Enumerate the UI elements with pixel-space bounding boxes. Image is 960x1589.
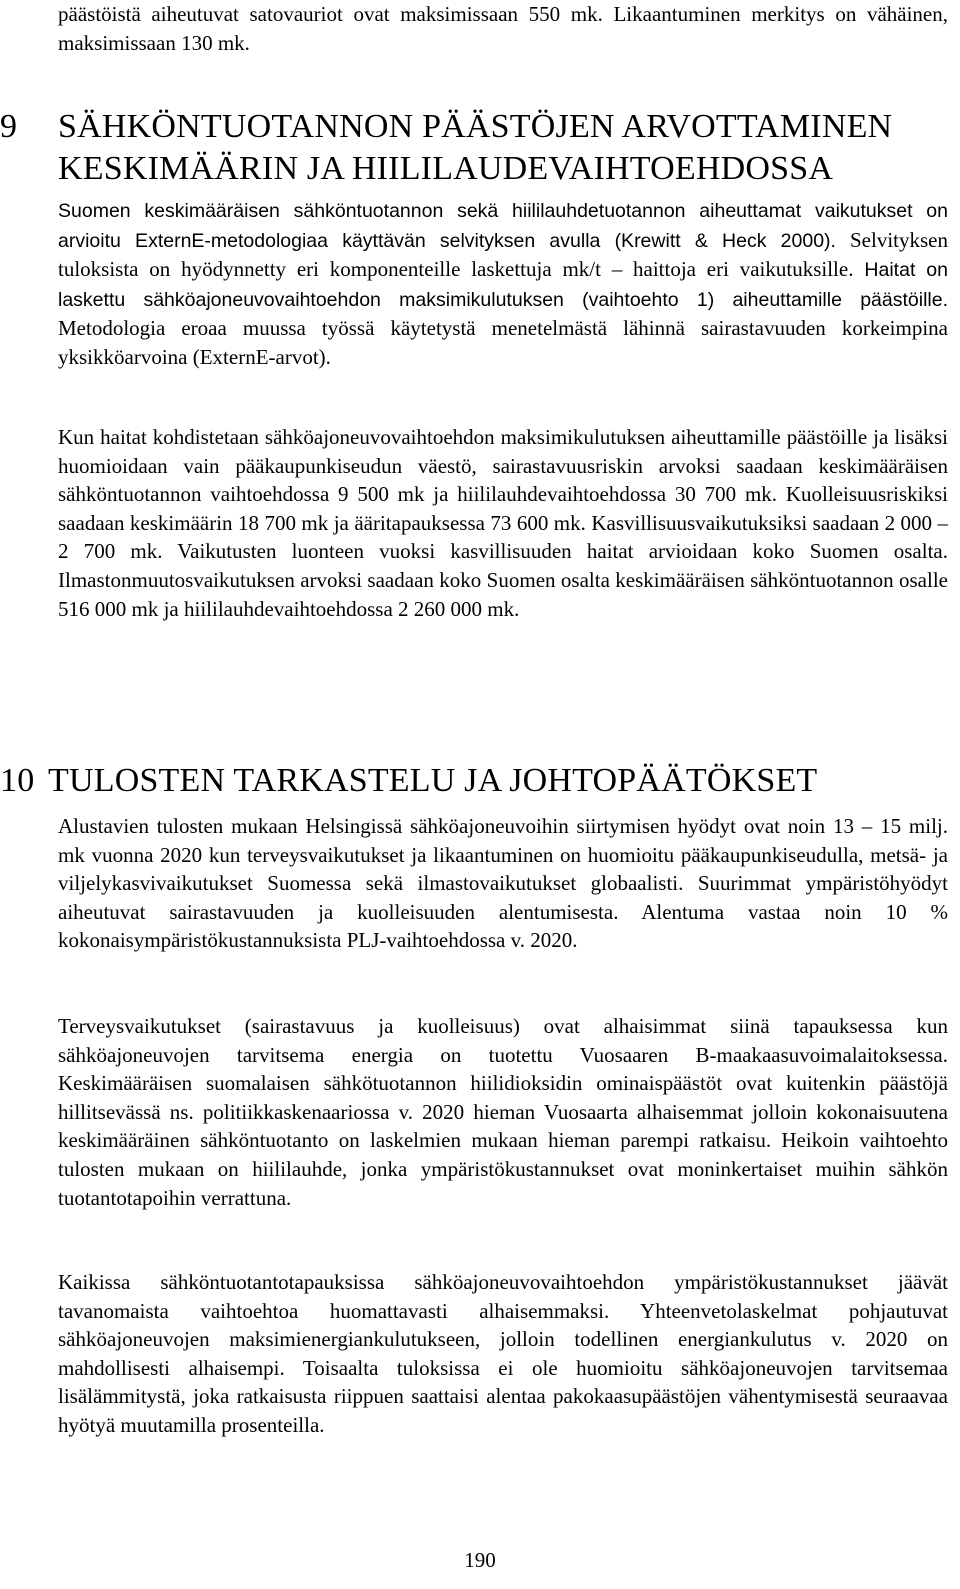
section-9-para1-part1: Suomen keskimääräisen sähköntuotannon sekä hiililauhdetuotannon aiheuttamat vaikutukset on arvioitu ExternE-metodologiaa käyttävän selvityksen avulla (Krewitt & Heck 2000). (58, 200, 948, 252)
section-10-paragraph-3: Kaikissa sähköntuotantotapauksissa sähköajoneuvovaihtoehdon ympäristökustannukset jäävät tavanomaista vaihtoehtoa huomattavasti alhaisemmaksi. Yhteenvetolaskelmat pohjautuvat sähköajoneuvojen maksimienergiankulutukseen, jolloin todellinen energiankulutus v. 2020 on mahdollisesti alhaisempi. Toisaalta tuloksissa ei ole huomioitu sähköajoneuvojen tarvitsemaa lisälämmitystä, joka ratkaisusta riippuen saattaisi alentaa pakokaasupäästöjen vähentymisestä seuraavaa hyötyä muutamilla prosenteilla. (58, 1270, 948, 1437)
section-9-heading (0, 106, 940, 190)
section-10-title: TULOSTEN TARKASTELU JA JOHTOPÄÄTÖKSET (48, 762, 818, 799)
page-number: 190 (464, 1548, 496, 1572)
section-9-para1-part4: Metodologia eroaa muussa työssä käytetystä menetelmästä lähinnä sairastavuuden korkeimpina yksikköarvoina (ExternE-arvot). (58, 316, 948, 369)
section-10-paragraph-2: Terveysvaikutukset (sairastavuus ja kuolleisuus) ovat alhaisimmat siinä tapauksessa kun sähköajoneuvojen tarvitsema energia on tuotettu Vuosaaren B-maakaasuvoimalaitoksessa. Keskimääräisen suomalaisen sähkötuotannon hiilidioksidin ominaispäästöt ovat kuitenkin päästöjä hillitsevässä ns. politiikkaskenaariossa v. 2020 hieman Vuosaarta alhaisemmat jolloin kokonaisuutena keskimääräinen sähköntuotanto on laskelmien mukaan hieman parempi ratkaisu. Heikoin vaihtoehto tulosten mukaan on hiililauhde, jonka ympäristökustannukset ovat moninkertaiset muihin sähkön tuotantotapoihin verrattuna. (58, 1014, 948, 1210)
section-9-number: 9 (0, 108, 18, 145)
section-10-heading (0, 760, 940, 802)
section-9-title-line-1: SÄHKÖNTUOTANNON PÄÄSTÖJEN ARVOTTAMINEN (58, 108, 893, 145)
section-9-title-line-2: KESKIMÄÄRIN JA HIILILAUDEVAIHTOEHDOSSA (58, 150, 834, 187)
section-10-paragraph-1: Alustavien tulosten mukaan Helsingissä sähköajoneuvoihin siirtymisen hyödyt ovat noin 13 – 15 milj. mk vuonna 2020 kun terveysvaikutukset ja likaantuminen on huomioitu pääkaupunkiseudulla, metsä- ja viljelykasvivaikutukset Suomessa sekä ilmastovaikutukset globaalisti. Suurimmat ympäristöhyödyt aiheutuvat sairastavuuden ja kuolleisuuden alentumisesta. Alentuma vastaa noin 10 % kokonaisympäristökustannuksista PLJ-vaihtoehdossa v. 2020. (58, 814, 948, 953)
section-9-paragraph-1 (58, 196, 948, 372)
section-9-para1-part2: Selvityksen tuloksista on hyödynnetty eri komponenteille laskettuja mk/t – haittoja eri vaikutuksille. (58, 227, 948, 282)
section-9-paragraph-2: Kun haitat kohdistetaan sähköajoneuvovaihtoehdon maksimikulutuksen aiheuttamille päästöille ja lisäksi huomioidaan vain pääkaupunkiseudun väestö, sairastavuusriskin arvoksi saadaan keskimääräisen sähköntuotannon vaihtoehdossa 9 500 mk ja hiililauhdevaihtoehdossa 30 700 mk. Kuolleisuusriskiksi saadaan keskimäärin 18 700 mk ja ääritapauksessa 73 600 mk. Kasvillisuusvaikutuksiksi saadaan 2 000 – 2 700 mk. Vaikutusten luonteen vuoksi kasvillisuuden haitat arvioidaan koko Suomen osalta. Ilmastonmuutosvaikutuksen arvoksi saadaan koko Suomen osalta keskimääräisen sähköntuotannon osalle 516 000 mk ja hiililauhdevaihtoehdossa 2 260 000 mk. (58, 425, 948, 621)
section-9-para1-part3: Haitat on laskettu sähköajoneuvovaihtoehdon maksimikulutuksen (vaihtoehto 1) aiheuttamille päästöille. (58, 259, 949, 311)
section-10-number: 10 (0, 762, 35, 799)
continued-paragraph: päästöistä aiheutuvat satovauriot ovat maksimissaan 550 mk. Likaantuminen merkitys on vähäinen, maksimissaan 130 mk. (58, 2, 948, 55)
